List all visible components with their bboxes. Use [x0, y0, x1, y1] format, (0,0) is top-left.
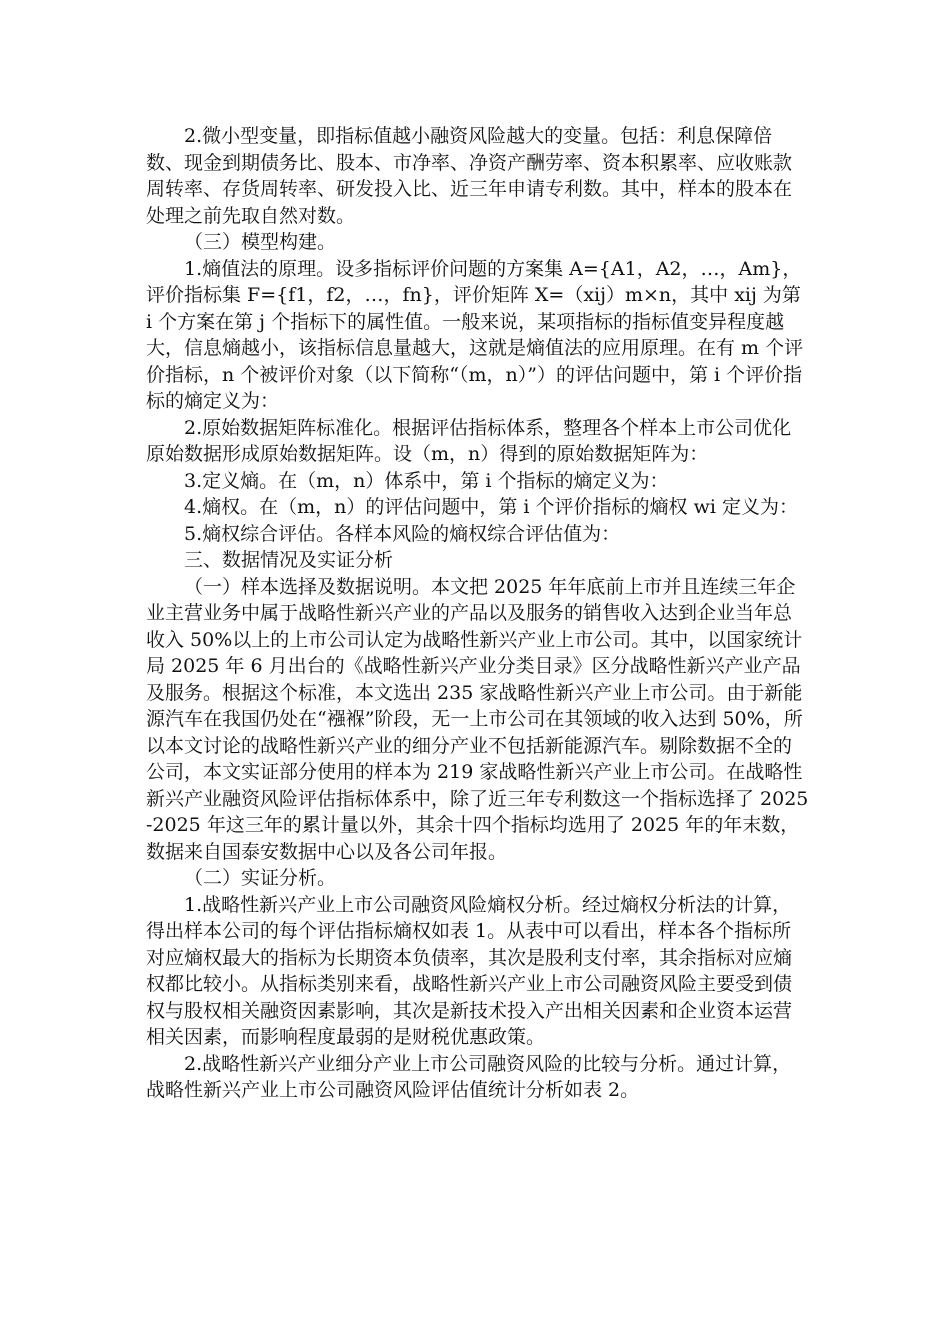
paragraph-sample-selection: （一）样本选择及数据说明。本文把 2025 年年底前上市并且连续三年企业主营业务中属于战略性新兴产业的产品以及服务的销售收入达到企业当年总收入 50%以上的上市公司认定为战略性新兴产业上市公司。其中，以国家统计局 2025 年 6 月出台的《战略性新兴产业分类目录》区分战略性新兴产业产品及服务。根据这个标准，本文选出 235 家战略性新兴产业上市公司。由于新能源汽车在我国仍处在“襁褓”阶段，无一上市公司在其领域的收入达到 50%，所以本文讨论的战略性新兴产业的细分产业不包括新能源汽车。剔除数据不全的公司，本文实证部分使用的样本为 219 家战略性新兴产业上市公司。在战略性新兴产业融资风险评估指标体系中，除了近三年专利数这一个指标选择了 2025-2025 年这三年的累计量以外，其余十四个指标均选用了 2025 年的年末数，数据来自国泰安数据中心以及各公司年报。: [146, 575, 809, 863]
paragraph-matrix-standardization: 2.原始数据矩阵标准化。根据评估指标体系，整理各个样本上市公司优化原始数据形成原始数据矩阵。设（m，n）得到的原始数据矩阵为：: [146, 416, 792, 465]
paragraph-define-entropy: 3.定义熵。在（m，n）体系中，第 i 个指标的熵定义为：: [184, 469, 669, 492]
section-heading-empirical: （二）实证分析。: [184, 867, 337, 889]
paragraph-comprehensive-evaluation: 5.熵权综合评估。各样本风险的熵权综合评估值为：: [184, 522, 621, 545]
section-heading-data-analysis: 三、数据情况及实证分析: [184, 549, 394, 571]
paragraph-entropy-weight: 4.熵权。在（m，n）的评估问题中，第 i 个评价指标的熵权 wi 定义为：: [184, 496, 798, 518]
paragraph-small-variable: 2.微小型变量，即指标值越小融资风险越大的变量。包括：利息保障倍数、现金到期债务比、股本、市净率、净资产酬劳率、资本积累率、应收账款周转率、存货周转率、研发投入比、近三年申请专利数。其中，样本的股本在处理之前先取自然对数。: [146, 125, 793, 227]
paragraph-entropy-weight-analysis: 1.战略性新兴产业上市公司融资风险熵权分析。经过熵权分析法的计算，得出样本公司的每个评估指标熵权如表 1。从表中可以看出，样本各个指标所对应熵权最大的指标为长期资本负债率，其次是股利支付率，其余指标对应熵权都比较小。从指标类别来看，战略性新兴产业上市公司融资风险主要受到债权与股权相关融资因素影响，其次是新技术投入产出相关因素和企业资本运营相关因素，而影响程度最弱的是财税优惠政策。: [146, 893, 793, 1048]
section-heading-model: （三）模型构建。: [184, 231, 337, 253]
paragraph-entropy-principle: 1.熵值法的原理。设多指标评价问题的方案集 A={A1，A2，…，Am}，评价指标集 F={f1，f2，…，fn}，评价矩阵 X=（xij）m×n，其中 xij 为第 i 个方案在第 j 个指标下的属性值。一般来说，某项指标的指标值变异程度越大，信息熵越小，该指标信息量越大，这就是熵值法的应用原理。在有 m 个评价指标，n 个被评价对象（以下简称“（m，n）”）的评估问题中，第 i 个评价指标的熵定义为：: [146, 257, 807, 412]
paragraph-subindustry-comparison: 2.战略性新兴产业细分产业上市公司融资风险的比较与分析。通过计算，战略性新兴产业上市公司融资风险评估值统计分析如表 2。: [146, 1052, 792, 1101]
document-body: [146, 123, 810, 1104]
